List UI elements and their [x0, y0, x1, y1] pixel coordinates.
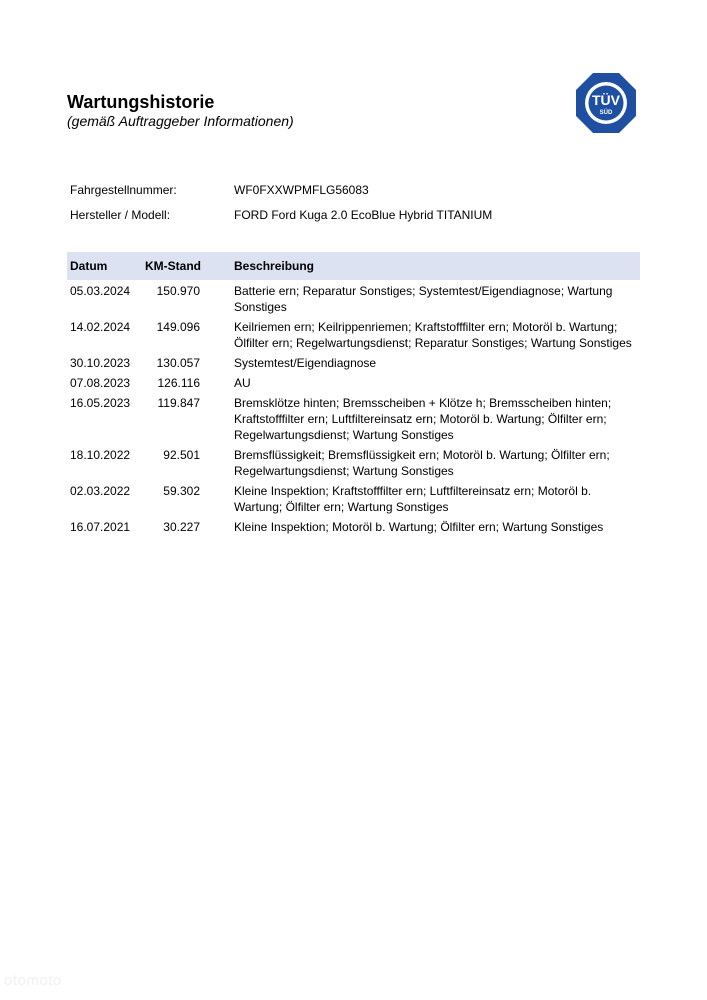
cell-date: 16.07.2021 [70, 520, 131, 534]
table-row [67, 447, 640, 483]
table-row [67, 395, 640, 447]
cell-description: Keilriemen ern; Keilrippenriemen; Kraftstofffilter ern; Motoröl b. Wartung; Ölfilter ern; Regelwartungsdienst; Reparatur Sonstiges; Wartung Sonstiges [234, 320, 632, 350]
cell-km: 150.970 [156, 284, 200, 298]
model-value: FORD Ford Kuga 2.0 EcoBlue Hybrid TITANIUM [234, 208, 493, 222]
watermark: otomoto [4, 972, 62, 989]
table-header [67, 252, 640, 280]
tuv-sud-logo [574, 71, 638, 135]
cell-km: 149.096 [156, 320, 200, 334]
column-header-km: KM-Stand [145, 259, 201, 273]
cell-description: Kleine Inspektion; Kraftstofffilter ern; Luftfiltereinsatz ern; Motoröl b. Wartung; Ölfilter ern; Wartung Sonstiges [234, 484, 592, 514]
cell-description: Bremsflüssigkeit; Bremsflüssigkeit ern; Motoröl b. Wartung; Ölfilter ern; Regelwartungsdienst; Wartung Sonstiges [234, 448, 610, 478]
cell-description: Kleine Inspektion; Motoröl b. Wartung; Ölfilter ern; Wartung Sonstiges [234, 520, 604, 534]
cell-date: 18.10.2022 [70, 448, 131, 462]
page-subtitle: (gemäß Auftraggeber Informationen) [67, 113, 294, 129]
table-body [67, 280, 640, 539]
cell-km: 59.302 [163, 484, 200, 498]
table-row [67, 519, 640, 539]
cell-description: AU [234, 376, 251, 390]
logo-text-top: TÜV [592, 92, 620, 108]
table-row [67, 283, 640, 319]
page-title: Wartungshistorie [67, 92, 215, 112]
cell-km: 119.847 [157, 396, 200, 410]
cell-date: 07.08.2023 [70, 376, 131, 390]
cell-date: 14.02.2024 [70, 320, 131, 334]
cell-km: 126.116 [157, 376, 200, 390]
cell-description: Bremsklötze hinten; Bremsscheiben + Klötze h; Bremsscheiben hinten; Kraftstofffilter ern; Luftfiltereinsatz ern; Motoröl b. Wartung; Ölfilter ern; Regelwartungsdienst; Wartung Sonstiges [234, 396, 612, 442]
cell-description: Systemtest/Eigendiagnose [234, 356, 377, 370]
vin-label: Fahrgestellnummer: [70, 183, 177, 197]
cell-km: 30.227 [163, 520, 200, 534]
table-row [67, 375, 640, 395]
cell-date: 16.05.2023 [70, 396, 131, 410]
model-label: Hersteller / Modell: [70, 208, 171, 222]
table-row [67, 355, 640, 375]
cell-description: Batterie ern; Reparatur Sonstiges; Systemtest/Eigendiagnose; Wartung Sonstiges [234, 284, 613, 314]
column-header-description: Beschreibung [234, 259, 315, 273]
cell-km: 92.501 [163, 448, 200, 462]
logo-text-bottom: SÜD [599, 110, 613, 116]
vin-value: WF0FXXWPMFLG56083 [234, 183, 369, 197]
cell-date: 30.10.2023 [70, 356, 131, 370]
cell-date: 05.03.2024 [70, 284, 131, 298]
table-row [67, 483, 640, 519]
cell-km: 130.057 [156, 356, 200, 370]
maintenance-table [67, 252, 640, 539]
column-header-date: Datum [70, 259, 108, 273]
table-row [67, 319, 640, 355]
cell-date: 02.03.2022 [70, 484, 131, 498]
